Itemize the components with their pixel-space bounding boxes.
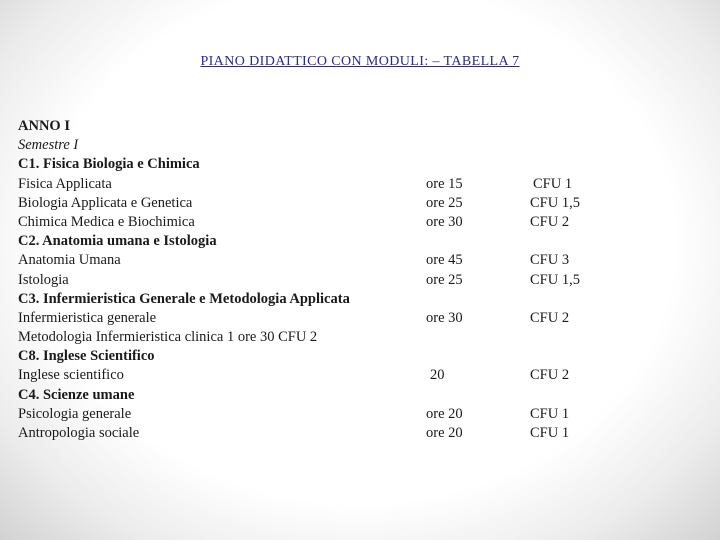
course-hours: ore 30 — [426, 309, 463, 326]
course-credits: CFU 1 — [533, 175, 573, 192]
course-credits: CFU 1,5 — [530, 271, 580, 288]
course-credits: CFU 2 — [530, 309, 570, 326]
course-row — [18, 424, 658, 443]
course-hours: ore 25 — [426, 194, 463, 211]
course-hours: ore 30 — [426, 213, 463, 230]
course-name: Istologia — [18, 271, 69, 288]
course-row — [18, 251, 658, 270]
semester-heading: Semestre I — [18, 137, 79, 154]
course-row — [18, 309, 658, 328]
course-hours: 20 — [430, 367, 445, 384]
page-title — [0, 54, 720, 70]
course-credits: CFU 3 — [530, 252, 570, 269]
group-heading: C8. Inglese Scientifico — [18, 348, 155, 365]
course-hours: ore 25 — [426, 271, 463, 288]
course-credits: CFU 2 — [530, 213, 570, 230]
group-heading: C1. Fisica Biologia e Chimica — [18, 156, 200, 173]
course-name: Infermieristica generale — [18, 309, 157, 326]
course-row — [18, 194, 658, 213]
course-row — [18, 271, 658, 290]
course-name: Metodologia Infermieristica clinica 1 ore 30 CFU 2 — [18, 329, 318, 346]
page-title-link[interactable]: PIANO DIDATTICO CON MODULI: – TABELLA 7 — [200, 54, 520, 69]
course-row — [18, 175, 658, 194]
course-credits: CFU 1 — [530, 405, 570, 422]
course-row — [18, 405, 658, 424]
course-credits: CFU 1,5 — [530, 194, 580, 211]
course-row — [18, 213, 658, 232]
course-name: Antropologia sociale — [18, 425, 140, 441]
course-row — [18, 328, 658, 347]
course-hours: ore 45 — [426, 252, 463, 269]
course-name: Fisica Applicata — [18, 175, 112, 192]
course-credits: CFU 1 — [530, 425, 570, 441]
group-heading: C3. Infermieristica Generale e Metodologia Applicata — [18, 290, 350, 307]
course-hours: ore 15 — [426, 175, 463, 192]
year-heading: ANNO I — [18, 118, 70, 134]
course-hours: ore 20 — [426, 405, 463, 422]
course-row — [18, 366, 658, 385]
group-heading: C2. Anatomia umana e Istologia — [18, 233, 217, 250]
course-table — [18, 117, 658, 443]
course-name: Anatomia Umana — [18, 252, 121, 269]
course-name: Inglese scientifico — [18, 367, 124, 384]
course-name: Psicologia generale — [18, 405, 132, 422]
course-credits: CFU 2 — [530, 367, 570, 384]
course-name: Biologia Applicata e Genetica — [18, 194, 193, 211]
group-heading: C4. Scienze umane — [18, 386, 135, 403]
course-name: Chimica Medica e Biochimica — [18, 213, 195, 230]
course-hours: ore 20 — [426, 425, 463, 441]
